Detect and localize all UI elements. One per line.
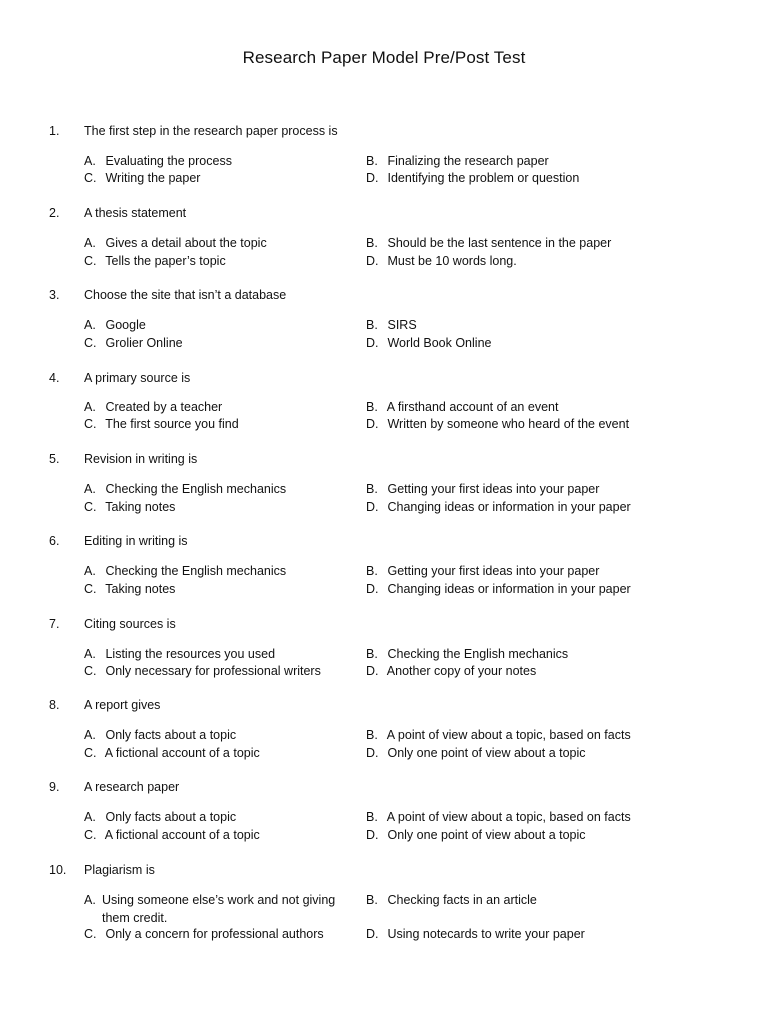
question-number: 8.: [49, 698, 60, 712]
answer-letter: A.: [84, 400, 96, 414]
question-text: Revision in writing is: [84, 452, 198, 466]
answer-text: Checking the English mechanics: [387, 647, 569, 661]
answer-letter: A.: [84, 893, 96, 907]
answer-b: [366, 646, 666, 664]
answer-c: [84, 827, 384, 845]
answer-letter: B.: [366, 482, 378, 496]
answer-text: Must be 10 words long.: [387, 254, 517, 268]
answer-a: [84, 892, 384, 927]
answer-c: [84, 416, 384, 434]
answer-a: [84, 153, 384, 171]
answer-text: Only facts about a topic: [105, 728, 237, 742]
answer-letter: D.: [366, 664, 379, 678]
answer-letter: C.: [84, 336, 97, 350]
question-text: A research paper: [84, 780, 180, 794]
answer-text: Getting your first ideas into your paper: [387, 564, 600, 578]
answer-letter: C.: [84, 171, 97, 185]
answer-a: [84, 317, 384, 335]
answer-b: [366, 235, 666, 253]
answer-a: [84, 235, 384, 253]
answer-text: World Book Online: [387, 336, 492, 350]
answer-letter: D.: [366, 171, 379, 185]
question-text: Choose the site that isn’t a database: [84, 288, 287, 302]
question-number: 2.: [49, 206, 60, 220]
answer-a: [84, 727, 384, 745]
answer-text: Taking notes: [105, 582, 176, 596]
question-number: 10.: [49, 863, 67, 877]
question-text: A primary source is: [84, 371, 191, 385]
answer-letter: C.: [84, 828, 97, 842]
answer-letter: B.: [366, 647, 378, 661]
answer-letter: B.: [366, 564, 378, 578]
question-number: 3.: [49, 288, 60, 302]
answer-c: [84, 581, 384, 599]
answer-letter: D.: [366, 336, 379, 350]
answer-letter: D.: [366, 746, 379, 760]
answer-a: [84, 809, 384, 827]
question-number: 7.: [49, 617, 60, 631]
answer-text: A fictional account of a topic: [104, 746, 260, 760]
answer-letter: D.: [366, 828, 379, 842]
answer-text: Tells the paper’s topic: [105, 254, 226, 268]
answer-text: Gives a detail about the topic: [105, 236, 267, 250]
answer-letter: A.: [84, 318, 96, 332]
question-number: 5.: [49, 452, 60, 466]
answer-d: [366, 416, 666, 434]
answer-c: [84, 499, 384, 517]
answer-text: Only one point of view about a topic: [387, 828, 586, 842]
answer-letter: B.: [366, 893, 378, 907]
answer-letter: A.: [84, 236, 96, 250]
answer-text: SIRS: [387, 318, 417, 332]
answer-d: [366, 926, 666, 944]
answer-c: [84, 663, 384, 681]
answer-text: Changing ideas or information in your paper: [387, 582, 631, 596]
answer-a: [84, 399, 384, 417]
question-text: Citing sources is: [84, 617, 176, 631]
answer-letter: C.: [84, 417, 97, 431]
answer-text: Finalizing the research paper: [387, 154, 549, 168]
answer-letter: B.: [366, 236, 378, 250]
answer-text: A firsthand account of an event: [386, 400, 559, 414]
answer-b: [366, 153, 666, 171]
answer-letter: B.: [366, 318, 378, 332]
answer-letter: C.: [84, 500, 97, 514]
answer-letter: B.: [366, 728, 378, 742]
answer-a: [84, 481, 384, 499]
answer-d: [366, 663, 666, 681]
answer-c: [84, 170, 384, 188]
answer-text: Evaluating the process: [105, 154, 232, 168]
answer-d: [366, 499, 666, 517]
answer-text: Only necessary for professional writers: [105, 664, 321, 678]
answer-letter: A.: [84, 647, 96, 661]
answer-b: [366, 481, 666, 499]
answer-letter: B.: [366, 154, 378, 168]
answer-text: Only a concern for professional authors: [105, 927, 324, 941]
answer-d: [366, 253, 666, 271]
answer-text: Getting your first ideas into your paper: [387, 482, 600, 496]
answer-d: [366, 170, 666, 188]
answer-d: [366, 581, 666, 599]
answer-text: Created by a teacher: [105, 400, 223, 414]
question-number: 9.: [49, 780, 60, 794]
question-text: A thesis statement: [84, 206, 187, 220]
answer-text: Grolier Online: [105, 336, 183, 350]
answer-b: [366, 727, 666, 745]
answer-text: Should be the last sentence in the paper: [387, 236, 612, 250]
answer-text: Checking the English mechanics: [105, 564, 287, 578]
answer-letter: D.: [366, 500, 379, 514]
answer-b: [366, 563, 666, 581]
answer-letter: B.: [366, 400, 378, 414]
answer-text: Google: [105, 318, 146, 332]
answer-letter: C.: [84, 254, 97, 268]
answer-c: [84, 335, 384, 353]
answer-d: [366, 745, 666, 763]
answer-text: Using notecards to write your paper: [387, 927, 585, 941]
answer-letter: C.: [84, 746, 97, 760]
answer-text: A point of view about a topic, based on facts: [386, 810, 631, 824]
answer-text: Taking notes: [105, 500, 176, 514]
answer-text: Changing ideas or information in your paper: [387, 500, 631, 514]
question-text: Editing in writing is: [84, 534, 188, 548]
answer-letter: C.: [84, 664, 97, 678]
answer-text: Listing the resources you used: [105, 647, 276, 661]
answer-letter: D.: [366, 254, 379, 268]
answer-letter: D.: [366, 927, 379, 941]
answer-c: [84, 253, 384, 271]
question-text: A report gives: [84, 698, 161, 712]
answer-text: Another copy of your notes: [386, 664, 537, 678]
answer-text: Using someone else’s work and not giving them credit.: [102, 893, 336, 925]
answer-c: [84, 745, 384, 763]
answer-b: [366, 399, 666, 417]
answer-letter: D.: [366, 417, 379, 431]
answer-letter: A.: [84, 564, 96, 578]
answer-text: Writing the paper: [105, 171, 201, 185]
answer-letter: A.: [84, 482, 96, 496]
answer-text: The first source you find: [105, 417, 239, 431]
answer-letter: C.: [84, 927, 97, 941]
answer-a: [84, 646, 384, 664]
question-text: Plagiarism is: [84, 863, 155, 877]
answer-letter: C.: [84, 582, 97, 596]
question-number: 4.: [49, 371, 60, 385]
answer-d: [366, 335, 666, 353]
answer-text: Only one point of view about a topic: [387, 746, 586, 760]
answer-text: Written by someone who heard of the event: [387, 417, 630, 431]
question-number: 1.: [49, 124, 60, 138]
answer-text: A point of view about a topic, based on facts: [386, 728, 631, 742]
question-number: 6.: [49, 534, 60, 548]
answer-letter: B.: [366, 810, 378, 824]
answer-b: [366, 317, 666, 335]
answer-letter: A.: [84, 810, 96, 824]
answer-text: Checking facts in an article: [387, 893, 537, 907]
answer-a: [84, 563, 384, 581]
answer-letter: A.: [84, 154, 96, 168]
page-title: Research Paper Model Pre/Post Test: [242, 48, 526, 67]
answer-text: A fictional account of a topic: [104, 828, 260, 842]
question-text: The first step in the research paper process is: [84, 124, 338, 138]
answer-text: Identifying the problem or question: [387, 171, 580, 185]
answer-c: [84, 926, 384, 944]
answer-letter: A.: [84, 728, 96, 742]
answer-d: [366, 827, 666, 845]
answer-text: Only facts about a topic: [105, 810, 237, 824]
answer-letter: D.: [366, 582, 379, 596]
answer-b: [366, 809, 666, 827]
answer-b: [366, 892, 666, 910]
answer-text: Checking the English mechanics: [105, 482, 287, 496]
